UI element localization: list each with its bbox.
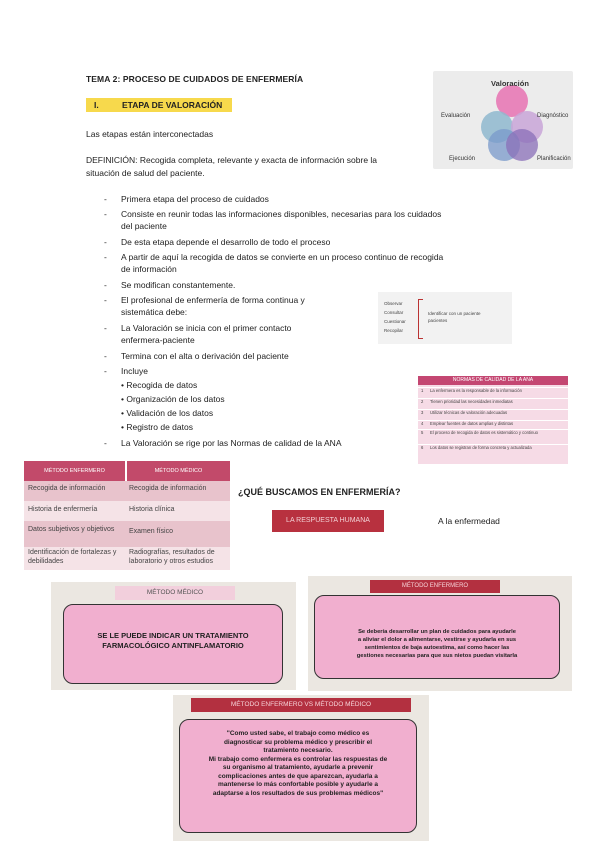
list-item: Primera etapa del proceso de cuidados (121, 194, 269, 204)
col-header-enfermero: MÉTODO ENFERMERO (24, 461, 125, 481)
list-item-cont: sistemática debe: (121, 307, 188, 317)
mini-item: Observar (384, 301, 403, 306)
method-comparison-table: MÉTODO ENFERMERO MÉTODO MÉDICO Recogida de información Recogida de información Historia de enfermería Historia clínica Datos subjetivos y objetivos Examen físico Identificación de fortalezas y debilidades Radiografías, resultados de laboratorio y otros estudios (24, 461, 230, 570)
data-collection-figure (378, 292, 512, 344)
table-row: 4 Emplear fuentes de datos amplias y distintas (418, 420, 568, 421)
list-item: La Valoración se inicia con el primer contacto (121, 323, 292, 333)
definition-line-1: DEFINICIÓN: Recogida completa, relevante y exacta de información sobre la (86, 155, 378, 165)
venn-label-top: Valoración (491, 79, 529, 88)
mini-item: Cuestionar (384, 319, 406, 324)
section-heading (86, 98, 232, 112)
slide-box: SE LE PUEDE INDICAR UN TRATAMIENTO FARMACOLÓGICO ANTINFLAMATORIO (63, 604, 283, 684)
list-item: El profesional de enfermería de forma continua y (121, 295, 305, 305)
page-title: TEMA 2: PROCESO DE CUIDADOS DE ENFERMERÍA (86, 74, 304, 84)
sub-item: • Organización de los datos (121, 394, 225, 404)
slide-title: MÉTODO ENFERMERO (370, 580, 500, 593)
list-item-cont: del paciente (121, 221, 167, 231)
venn-label-left: Evaluación (441, 113, 471, 119)
list-item-cont: de información (121, 264, 177, 274)
list-item: De esta etapa depende el desarrollo de todo el proceso (121, 237, 331, 247)
list-item: La Valoración se rige por las Normas de calidad de la ANA (121, 438, 342, 448)
sub-item: • Recogida de datos (121, 380, 198, 390)
slide-medical-method (51, 582, 296, 690)
list-item: Se modifican constantemente. (121, 280, 236, 290)
venn-label-bl: Ejecución (449, 156, 476, 162)
mini-item: Consultar (384, 310, 404, 315)
ana-standards-table (418, 376, 568, 464)
list-item: A partir de aquí la recogida de datos se convierte en un proceso continuo de recogida (121, 252, 444, 262)
table-row: 1 La enfermera es la responsable de la información (418, 387, 568, 388)
list-item: Incluye (121, 366, 148, 376)
definition-line-2: situación de salud del paciente. (86, 168, 205, 178)
sub-item: • Registro de datos (121, 422, 193, 432)
slide-box: Se debería desarrollar un plan de cuidados para ayudarle a aliviar el dolor a alimentarse, vestirse y ayudarla en sus sentimientos de baja autoestima, así como hacer las gestiones necesarias para que sus nietos puedan visitarla (314, 595, 560, 679)
question-heading: ¿QUÉ BUSCAMOS EN ENFERMERÍA? (238, 487, 401, 497)
list-item: Termina con el alta o derivación del paciente (121, 351, 289, 361)
brace (418, 299, 423, 339)
venn-label-right: Diagnóstico (537, 113, 569, 119)
list-item-cont: enfermera-paciente (121, 335, 195, 345)
intro-text: Las etapas están interconectadas (86, 129, 214, 139)
ana-header: NORMAS DE CALIDAD DE LA ANA (418, 376, 568, 385)
section-label: ETAPA DE VALORACIÓN (122, 100, 223, 110)
slide-box: "Como usted sabe, el trabajo como médico es diagnosticar su problema médico y prescribir el tratamiento necesario. Mi trabajo como enfermera es controlar las respuestas de su organismo al tratamiento, ayudarle a prevenir complicaciones antes de que aparezcan, ayudarla a mantenerse lo más confortable posible y ayudarle a adaptarse a los resultados de sus problemas médicos" (179, 719, 417, 833)
col-header-medico: MÉTODO MÉDICO (127, 461, 230, 481)
mini-desc: Identificar con un paciente pacientes (428, 311, 481, 323)
sub-item: • Validación de los datos (121, 408, 214, 418)
slide-nursing-vs-medical (173, 695, 429, 841)
list-item: Consiste en reunir todas las informaciones disponibles, necesarias para los cuidados (121, 209, 442, 219)
slide-nursing-method (308, 576, 572, 691)
table-row: 6 Los datos se registran de forma concreta y actualizada (418, 444, 568, 445)
table-row: 3 Utilizar técnicas de valoración adecuadas (418, 409, 568, 410)
human-response-label: LA RESPUESTA HUMANA (272, 510, 384, 532)
table-row: 5 El proceso de recogida de datos es sistemático y continuo (418, 429, 568, 430)
venn-label-br: Planificación (537, 156, 571, 162)
slide-title: MÉTODO MÉDICO (115, 586, 235, 600)
table-row: 2 Tienen prioridad las necesidades inmediatas (418, 398, 568, 399)
venn-diagram (433, 71, 573, 169)
slide-title: MÉTODO ENFERMERO VS MÉTODO MÉDICO (191, 698, 411, 712)
disease-label: A la enfermedad (438, 516, 500, 526)
section-number: I. (94, 100, 99, 110)
mini-item: Recopilar (384, 328, 404, 333)
